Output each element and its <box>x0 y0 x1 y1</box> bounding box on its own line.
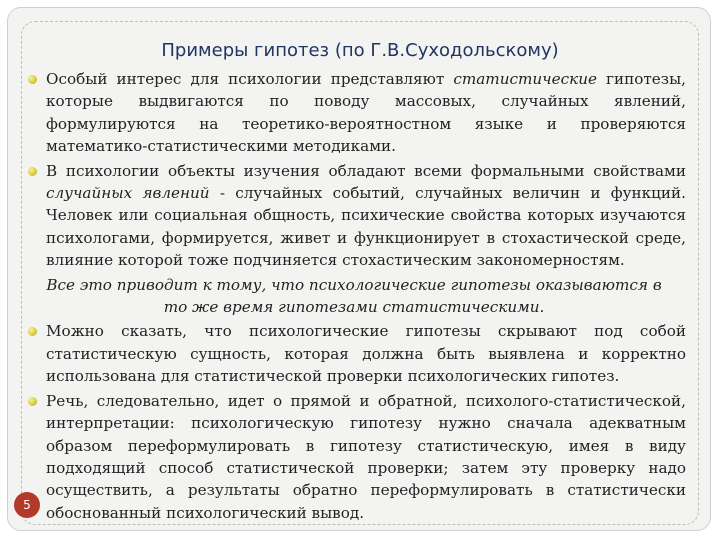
paragraph-1-emphasis: статистические <box>453 70 597 88</box>
paragraph-1-text-end: гипотезы, которые выдвигаются по поводу массовых, случайных явлений, формулируются на теоретико-вероятностном языке и проверяются математико-статистическими методиками. <box>46 70 686 156</box>
paragraph-3-text: Можно сказать, что психологические гипотезы скрывают под собой статистическую сущность, которая должна быть выявлена и корректно использована для статистической проверки психологических гипотез. <box>46 322 686 386</box>
bullet-paragraph-3 <box>22 320 686 387</box>
bullet-dot-icon <box>28 167 37 176</box>
paragraph-2-text-start: В психологии объекты изучения обладают всеми формальными свойствами <box>46 161 686 180</box>
bullet-paragraph-1 <box>22 68 686 158</box>
paragraph-1-text-start: Особый интерес для психологии представляют <box>46 70 454 88</box>
page-number-badge: 5 <box>14 492 40 518</box>
bullet-dot-icon <box>28 397 37 406</box>
bullet-paragraph-4 <box>22 390 686 524</box>
bullet-paragraph-2 <box>22 160 686 272</box>
paragraph-2-text-end: - случайных событий, случайных величин и функций. Человек или социальная общность, психические свойства которых изучаются психологами, формируется, живет и функционирует в стохастической среде, влияние которой тоже подчиняется стохастическим закономерностям. <box>46 184 687 270</box>
bullet-dot-icon <box>28 327 37 336</box>
slide-title: Примеры гипотез (по Г.В.Суходольскому) <box>161 40 559 61</box>
italic-note: Все это приводит к тому, что психологические гипотезы оказываются в то же время гипотезами статистическими. <box>46 275 662 317</box>
paragraph-2-emphasis: случайных явлений <box>46 184 210 203</box>
bullet-dot-icon <box>28 75 37 84</box>
paragraph-4-text: Речь, следовательно, идет о прямой и обратной, психолого-статистической, интерпретации: психологическую гипотезу нужно сначала адекватным образом переформулировать в гипотезу статистическую, имея в виду подходящий способ статистической проверки; затем эту проверку надо осуществить, а результаты обратно переформулировать в статистически обоснованный психологический вывод. <box>46 391 686 522</box>
slide-content <box>22 68 686 526</box>
